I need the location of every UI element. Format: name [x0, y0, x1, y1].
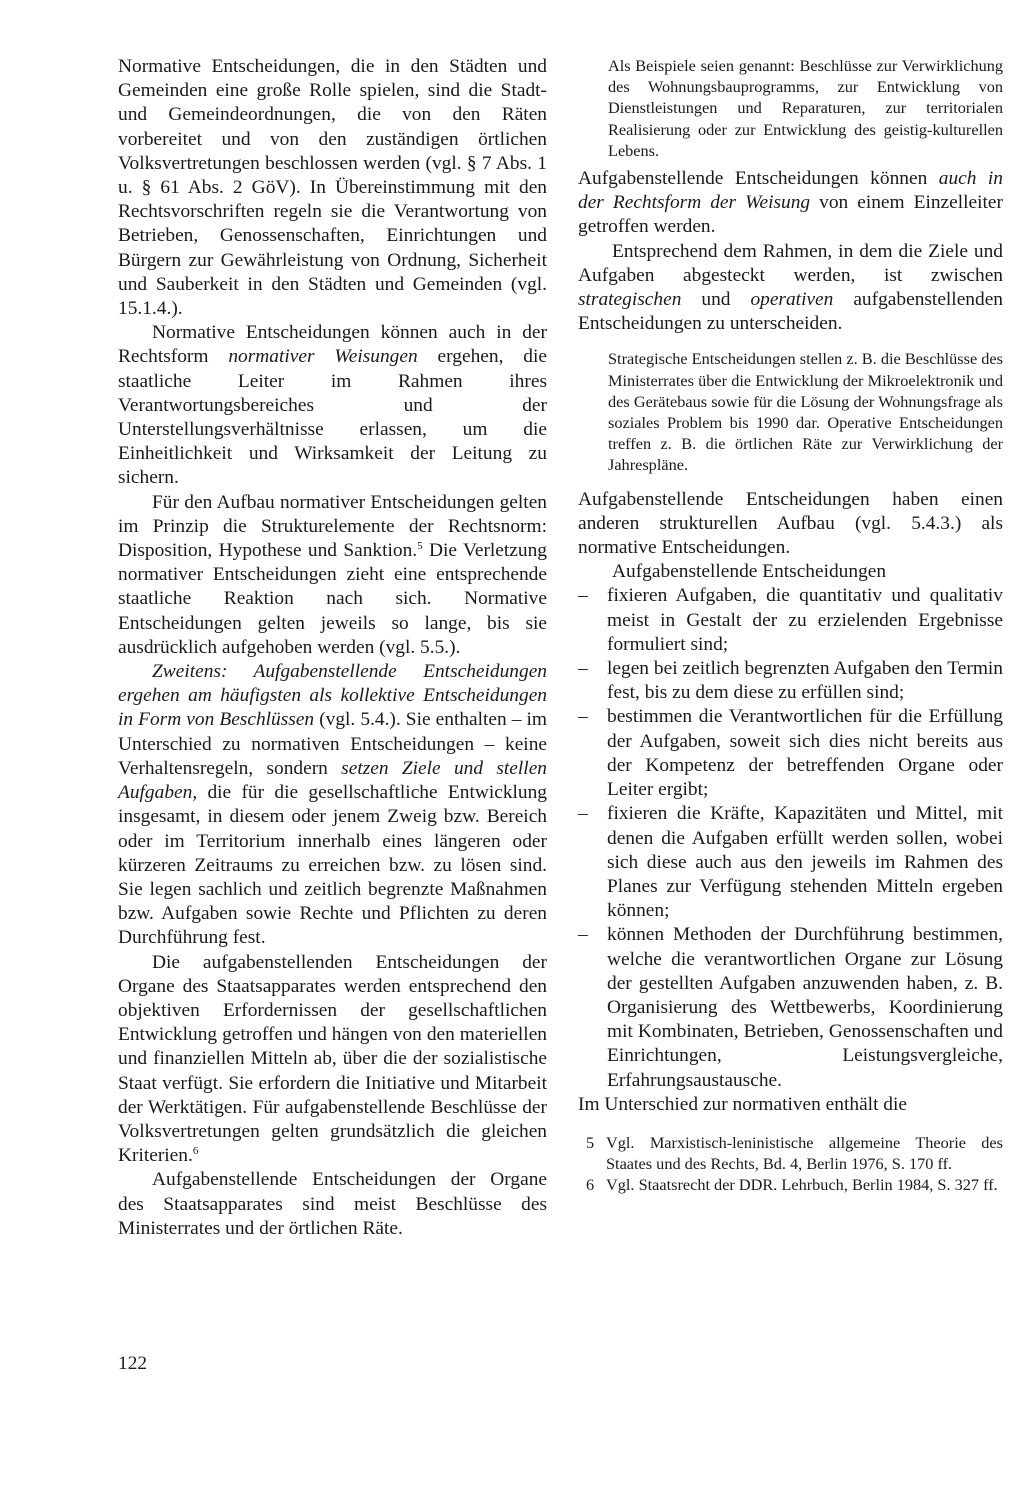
- paragraph: [578, 167, 1003, 240]
- text-run: aufgabenstellenden Entscheidungen zu unterscheiden.: [578, 289, 1003, 335]
- footnote-text: Vgl. Staatsrecht der DDR. Lehrbuch, Berlin 1984, S. 327 ff.: [606, 1175, 998, 1195]
- text-run: und: [681, 289, 751, 311]
- text-run: die für die gesellschaftliche Entwicklung insgesamt, in diesem oder jenem Zweig bzw. Bereich oder im Territorium innerhalb eines längeren oder kürzeren Zeitraums zu erreichen bzw. zu lösen sind. Sie legen sachlich und zeitlich begrenzte Maßnahmen bzw. Aufgaben sowie Rechte und Pflichten zu deren Durchführung fest.: [118, 782, 547, 949]
- footnote-ref: 5: [417, 540, 423, 553]
- small-paragraph: Als Beispiele seien genannt: Beschlüsse zur Verwirklichung des Wohnungsbauprogramms, zur Entwicklung von Dienstleistungen und Reparaturen, zur territorialen Realisierung oder zur Entwicklung des geistig-kulturellen Lebens.: [608, 56, 1003, 160]
- paragraph: Im Unterschied zur normativen enthält die: [578, 1093, 907, 1115]
- text-run: von einem Einzelleiter getroffen werden.: [578, 192, 1003, 238]
- left-column: [118, 55, 547, 1241]
- example-block: [578, 348, 1003, 475]
- list-item: – fixieren die Kräfte, Kapazitäten und Mittel, mit denen die Aufgaben erfüllt werden sollen, wobei sich diese auch aus den jeweils im Rahmen des Planes zur Verfügung stehenden Mitteln ergeben können;: [578, 802, 1003, 923]
- footnote-number: 6: [586, 1175, 595, 1195]
- text-run: Entsprechend dem Rahmen, in dem die Ziele und Aufgaben abgesteckt werden, ist zwischen: [578, 240, 1003, 286]
- footnote-text: Vgl. Marxistisch-leninistische allgemeine Theorie des Staates und des Rechts, Bd. 4, Berlin 1976, S. 170 ff.: [606, 1132, 1003, 1174]
- paragraph: Aufgabenstellende Entscheidungen haben einen anderen strukturellen Aufbau (vgl. 5.4.3.) als normative Entscheidungen.: [578, 488, 1003, 559]
- paragraph: Aufgabenstellende Entscheidungen der Organe des Staatsapparates sind meist Beschlüsse des Ministerrates und der örtlichen Räte.: [118, 1169, 547, 1239]
- paragraph: Aufgabenstellende Entscheidungen: [612, 561, 887, 583]
- emphasis: operativen: [750, 289, 834, 311]
- text-run: Für den Aufbau normativer Entscheidungen gelten im Prinzip die Strukturelemente der Rechtsnorm: Disposition, Hypothese und Sanktion.: [118, 491, 547, 562]
- list-item: – legen bei zeitlich begrenzten Aufgaben den Termin fest, bis zu dem diese zu erfüllen sind;: [578, 657, 1003, 705]
- emphasis: normativer Weisungen: [228, 346, 418, 368]
- text-run: (vgl. 5.4.). Sie enthalten – im Unterschied zu normativen Entscheidungen – keine Verhaltensregeln, sondern: [118, 709, 547, 779]
- page-number: 122: [118, 1353, 148, 1374]
- paragraph: Normative Entscheidungen, die in den Städten und Gemeinden eine große Rolle spielen, sind die Stadt- und Gemeindeordnungen, die von den Räten vorbereitet und von den zuständigen örtlichen Volksvertretungen beschlossen werden (vgl. § 7 Abs. 1 u. § 61 Abs. 2 GöV). In Übereinstimmung mit den Rechtsvorschriften regeln sie die Verantwortung von Betrieben, Genossenschaften, Einrichtungen und Bürgern zur Gewährleistung von Ordnung, Sicherheit und Sauberkeit in den Städten und Gemeinden (vgl. 15.1.4.).: [118, 56, 547, 320]
- text-run: Die aufgabenstellenden Entscheidungen der Organe des Staatsapparates werden entsprechend den objektiven Erfordernissen der gesellschaftlichen Entwicklung getroffen und hängen von den materiellen und finanziellen Mitteln ab, über die der sozialistische Staat verfügt. Sie erfordern die Initiative und Mitarbeit der Werktätigen. Für aufgabenstellende Beschlüsse der Volksvertretungen gelten grundsätzlich die gleichen Kriterien.: [118, 951, 547, 1167]
- paragraph: [118, 951, 547, 1169]
- footnote: [578, 1132, 1003, 1174]
- list-item: – bestimmen die Verantwortlichen für die Erfüllung der Aufgaben, soweit sich dies nicht bereits aus der Kompetenz der betreffenden Organe oder Leiter ergibt;: [578, 705, 1003, 802]
- paragraph: [118, 321, 547, 490]
- footnote: [578, 1174, 1003, 1195]
- example-block: [578, 55, 1003, 161]
- list-item: – fixieren Aufgaben, die quantitativ und qualitativ meist in Gestalt der zu erzielenden Ergebnisse formuliert sind;: [578, 584, 1003, 657]
- emphasis: auch in der Rechtsform der Weisung: [578, 168, 1004, 214]
- dash-list: [578, 584, 1003, 1092]
- paragraph: [118, 491, 547, 660]
- list-item: – können Methoden der Durchführung bestimmen, welche die verantwortlichen Organe zur Lösung der gestellten Aufgaben anzuwenden haben, z. B. Organisierung des Wettbewerbs, Koordinierung mit Kombinaten, Betrieben, Genossenschaften und Einrichtungen, Leistungsvergleiche, Erfahrungsaustausche.: [578, 923, 1003, 1092]
- emphasis: Zweitens: Aufgabenstellende Entscheidungen ergehen am häufigsten als kollektive Entscheidungen in Form von Beschlüssen: [118, 661, 547, 731]
- paragraph: [118, 660, 547, 950]
- emphasis: setzen Ziele und stellen Aufgaben,: [118, 757, 547, 804]
- text-run: Die Verletzung normativer Entscheidungen zieht eine entsprechende staatliche Reaktion nach sich. Normative Entscheidungen gelten jeweils so lange, bis sie ausdrücklich aufgehoben werden (vgl. 5.5.).: [118, 540, 547, 658]
- footnote-number: 5: [586, 1132, 595, 1152]
- text-run: Normative Entscheidungen können auch in der Rechtsform: [118, 322, 547, 368]
- text-run: Aufgabenstellende Entscheidungen können: [578, 168, 939, 190]
- paragraph: [578, 240, 1003, 337]
- footnotes: [578, 1132, 1003, 1196]
- small-paragraph: Strategische Entscheidungen stellen z. B. die Beschlüsse des Ministerrates über die Entwicklung der Mikroelektronik und des Gerätebaus sowie für die Lösung der Wohnungsfrage als soziales Problem bis 1990 dar. Operative Entscheidungen treffen z. B. die örtlichen Räte zur Verwirklichung der Jahrespläne.: [608, 349, 1003, 475]
- footnote-ref: 6: [192, 1145, 199, 1158]
- text-run: ergehen, die staatliche Leiter im Rahmen ihres Verantwortungsbereiches und der Unterstellungsverhältnisse erlassen, um die Einheitlichkeit und Wirksamkeit der Leitung zu sichern.: [118, 346, 547, 489]
- emphasis: strategischen: [578, 289, 682, 311]
- right-column: [578, 55, 1003, 1196]
